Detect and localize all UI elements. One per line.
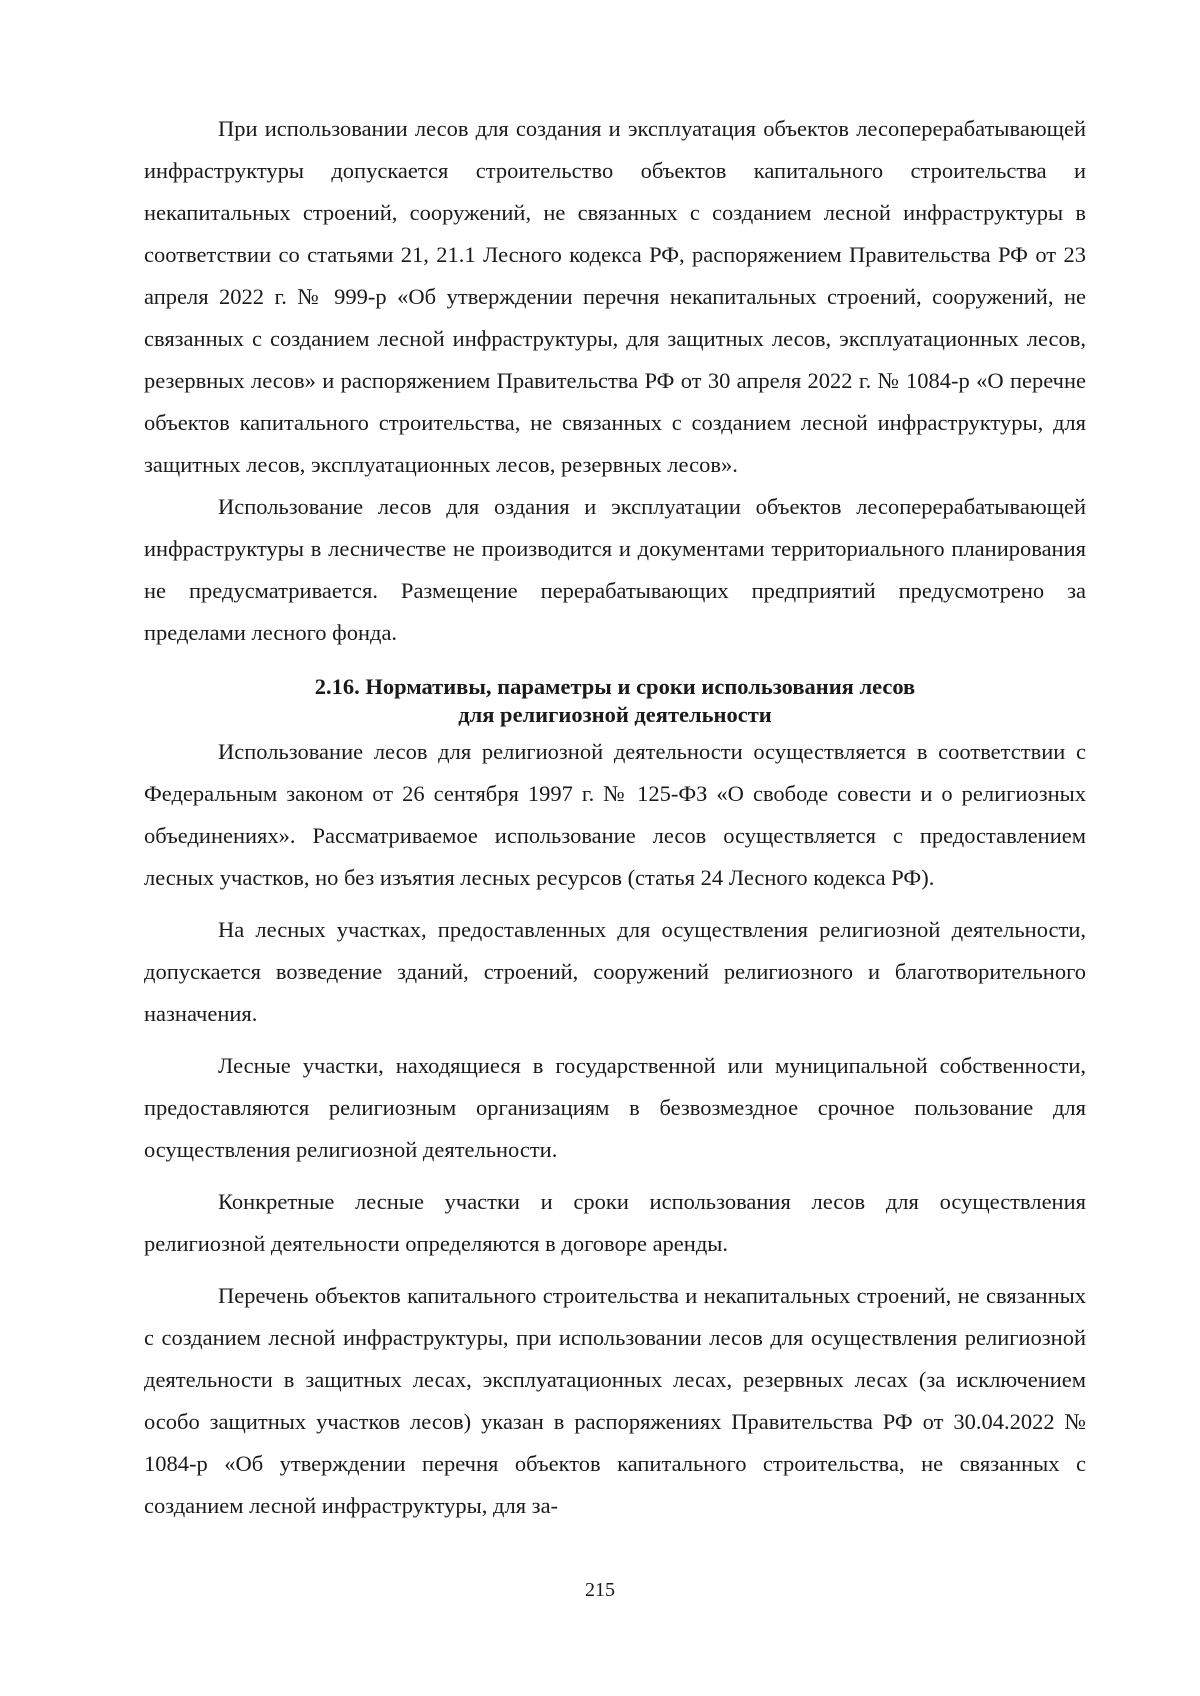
paragraph: При использовании лесов для создания и эксплуатация объектов лесоперерабатывающей инфраструктуры допускается строительство объектов капитального строительства и некапитальных строений, сооружений, не связанных с созданием лесной инфраструктуры в соответствии со статьями 21, 21.1 Лесного кодекса РФ, распоряжением Правительства РФ от 23 апреля 2022 г. № 999-р «Об утверждении перечня некапитальных строений, сооружений, не связанных с созданием лесной инфраструктуры, для защитных лесов, эксплуатационных лесов, резервных лесов» и распоряжением Правительства РФ от 30 апреля 2022 г. № 1084-р «О перечне объектов капитального строительства, не связанных с созданием лесной инфраструктуры, для защитных лесов, эксплуатационных лесов, резервных лесов». — [144, 116, 1086, 477]
page-number: 215 — [585, 1579, 615, 1601]
paragraph: Использование лесов для религиозной деятельности осуществляется в соответствии с Федеральным законом от 26 сентября 1997 г. № 125-ФЗ «О свободе совести и о религиозных объединениях». Рассматриваемое использование лесов осуществляется с предоставлением лесных участков, но без изъятия лесных ресурсов (статья 24 Лесного кодекса РФ). — [144, 739, 1086, 890]
paragraph: Конкретные лесные участки и сроки использования лесов для осуществления религиозной деятельности определяются в договоре аренды. — [144, 1189, 1086, 1256]
paragraph: Перечень объектов капитального строительства и некапитальных строений, не связанных с созданием лесной инфраструктуры, при использовании лесов для осуществления религиозной деятельности в защитных лесах, эксплуатационных лесах, резервных лесах (за исключением особо защитных участков лесов) указан в распоряжениях Правительства РФ от 30.04.2022 № 1084-р «Об утверждении перечня объектов капитального строительства, не связанных с созданием лесной инфраструктуры, для за- — [144, 1283, 1086, 1518]
section-heading — [144, 673, 1086, 729]
paragraph: Лесные участки, находящиеся в государственной или муниципальной собственности, предоставляются религиозным организациям в безвозмездное срочное пользование для осуществления религиозной деятельности. — [144, 1053, 1086, 1162]
section-heading-line: 2.16. Нормативы, параметры и сроки использования лесов — [314, 674, 916, 699]
document-page — [144, 108, 1086, 1527]
paragraph: Использование лесов для оздания и эксплуатации объектов лесоперерабатывающей инфраструктуры в лесничестве не производится и документами территориального планирования не предусматривается. Размещение перерабатывающих предприятий предусмотрено за пределами лесного фонда. — [144, 494, 1086, 645]
section-heading-line: для религиозной деятельности — [458, 702, 772, 727]
paragraph: На лесных участках, предоставленных для осуществления религиозной деятельности, допускается возведение зданий, строений, сооружений религиозного и благотворительного назначения. — [144, 917, 1086, 1026]
